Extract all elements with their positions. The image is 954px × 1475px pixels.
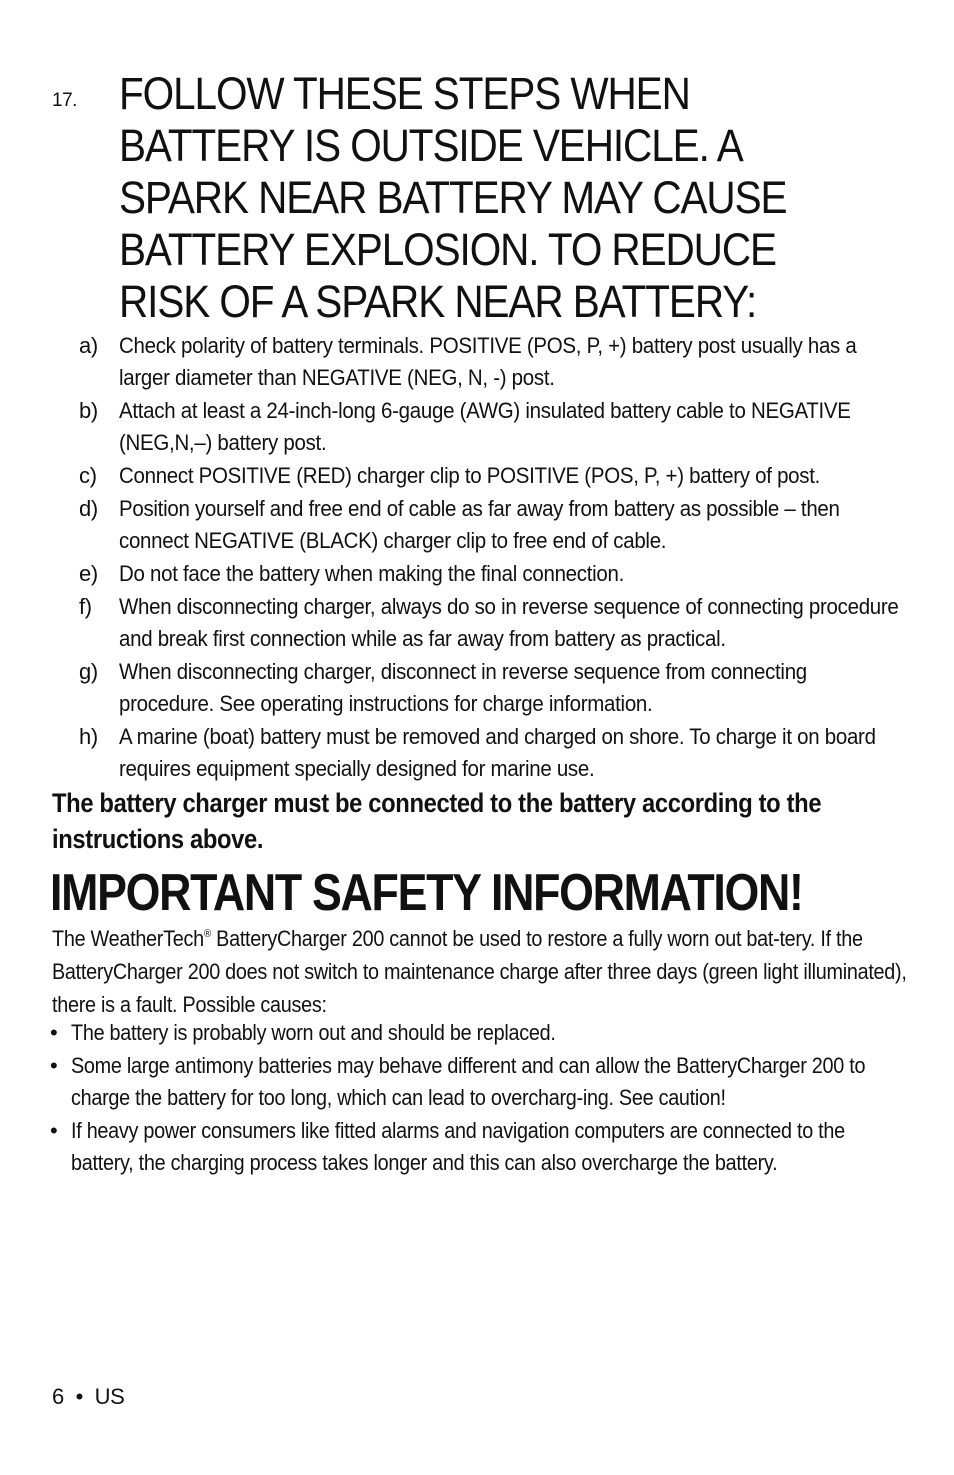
list-item-text: Do not face the battery when making the final connection.	[119, 561, 625, 586]
list-item-text: A marine (boat) battery must be removed and charged on shore. To charge it on board requires equipment specially designed for marine use.	[119, 724, 876, 781]
list-item	[0, 721, 954, 785]
list-item	[0, 1050, 954, 1115]
list-item-text: The battery is probably worn out and should be replaced.	[71, 1020, 556, 1045]
safety-intro-prefix: The WeatherTech	[52, 926, 204, 951]
safety-intro-rest: BatteryCharger 200 cannot be used to restore a fully worn out bat-tery. If the BatteryCharger 200 does not switch to maintenance charge after three days (green light illuminated), there is a fault. Possible causes:	[52, 926, 907, 1017]
list-item	[0, 1017, 954, 1050]
list-item	[0, 1115, 954, 1180]
safety-title: IMPORTANT SAFETY INFORMATION!	[50, 864, 803, 922]
list-item	[0, 558, 954, 590]
bold-note: The battery charger must be connected to the battery according to the instructions above.	[52, 788, 822, 854]
page-footer	[52, 1384, 125, 1410]
step-number: 17.	[52, 90, 77, 111]
list-item-text: If heavy power consumers like fitted alarms and navigation computers are connected to the battery, the charging process takes longer and this can also overcharge the battery.	[71, 1117, 845, 1175]
bullet-dot: •	[50, 1020, 58, 1045]
cause-list	[0, 1017, 954, 1180]
list-item-text: When disconnecting charger, always do so in reverse sequence of connecting procedure and break first connection while as far away from battery as practical.	[119, 594, 899, 651]
list-item	[0, 330, 954, 394]
list-item-letter: a)	[79, 333, 98, 358]
list-item	[0, 395, 954, 459]
step-list	[0, 330, 954, 786]
footer-separator: •	[75, 1384, 83, 1409]
list-item-text: Position yourself and free end of cable as far away from battery as possible – then connect NEGATIVE (BLACK) charger clip to free end of cable.	[119, 496, 840, 553]
list-item	[0, 656, 954, 720]
bullet-dot: •	[50, 1052, 58, 1078]
list-item-text: Check polarity of battery terminals. POSITIVE (POS, P, +) battery post usually has a larger diameter than NEGATIVE (NEG, N, -) post.	[119, 333, 857, 390]
list-item-text: Some large antimony batteries may behave different and can allow the BatteryCharger 200 to charge the battery for too long, which can lead to overcharg-ing. See caution!	[71, 1052, 866, 1110]
list-item-text: When disconnecting charger, disconnect in reverse sequence from connecting procedure. See operating instructions for charge information.	[119, 659, 807, 716]
list-item	[0, 460, 954, 492]
registered-mark: ®	[203, 928, 211, 940]
list-item-letter: c)	[79, 463, 97, 488]
region-label: US	[94, 1384, 125, 1409]
list-item-letter: b)	[79, 398, 98, 423]
list-item-text: Attach at least a 24-inch-long 6-gauge (AWG) insulated battery cable to NEGATIVE (NEG,N,–) battery post.	[119, 398, 851, 455]
list-item-letter: d)	[79, 496, 98, 521]
list-item	[0, 493, 954, 557]
list-item-letter: f)	[79, 594, 92, 619]
list-item-text: Connect POSITIVE (RED) charger clip to POSITIVE (POS, P, +) battery of post.	[119, 463, 821, 488]
page-number: 6	[52, 1384, 64, 1409]
bullet-dot: •	[50, 1117, 58, 1143]
list-item	[0, 591, 954, 655]
list-item-letter: h)	[79, 724, 98, 749]
list-item-letter: e)	[79, 561, 98, 586]
safety-intro	[52, 922, 916, 1021]
step-heading: FOLLOW THESE STEPS WHEN BATTERY IS OUTSIDE VEHICLE. A SPARK NEAR BATTERY MAY CAUSE BATTERY EXPLOSION. TO REDUCE RISK OF A SPARK NEAR BATTERY:	[119, 68, 787, 327]
list-item-letter: g)	[79, 659, 98, 684]
